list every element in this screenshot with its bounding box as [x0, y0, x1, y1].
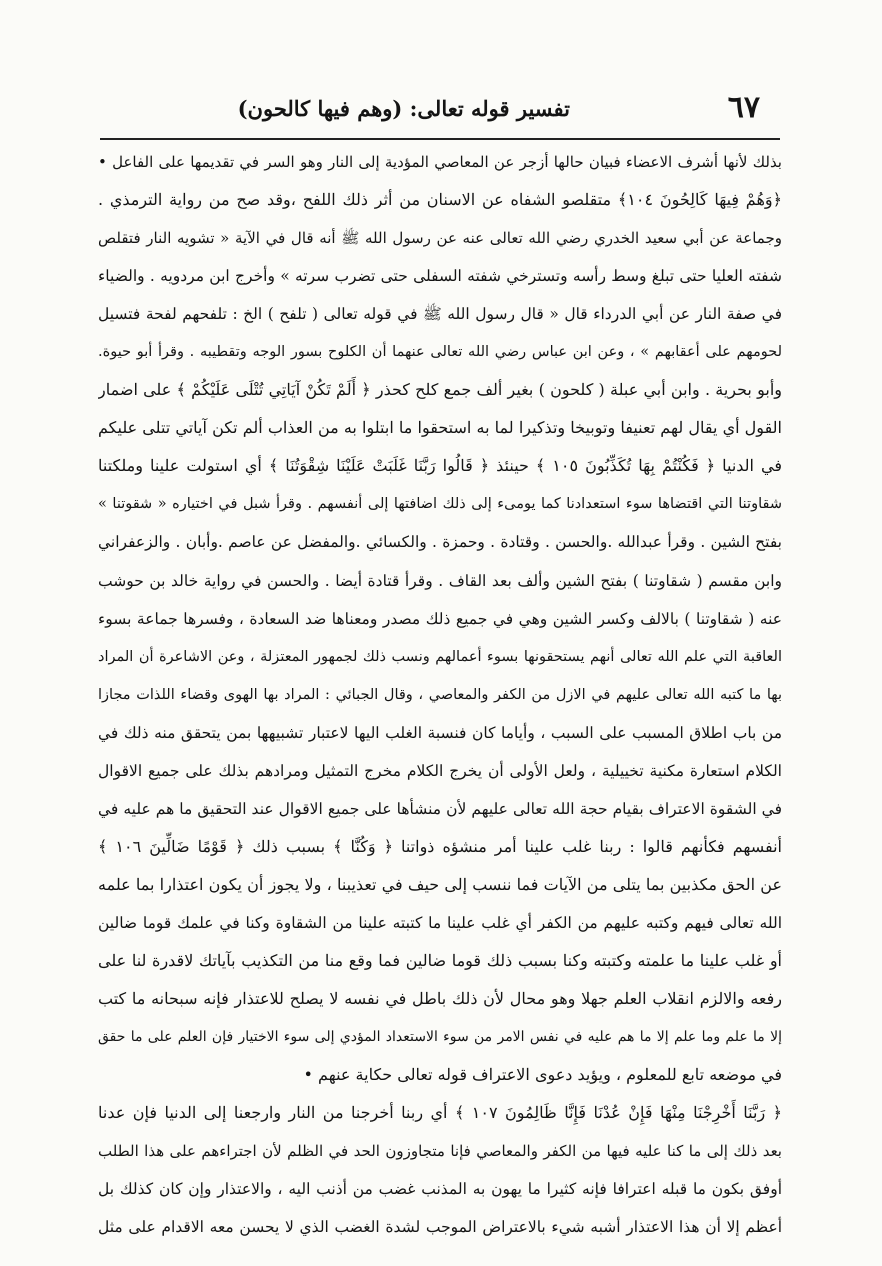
header-rule: [100, 138, 780, 140]
text-line: في الشقوة الاعتراف بقيام حجة الله تعالى عليهم لأن منشأها على جميع الاقوال عند التحقيق ما هم عليه في: [98, 799, 782, 818]
text-line: أوفق بكون ما قبله اعترافا فإنه كثيرا ما يهون به المذنب غضب من أذنب اليه ، والاعتذار وإن كان كذلك بل: [98, 1180, 782, 1199]
text-line: أو غلب علينا ما علمته وكتبته وكنا بسبب ذلك قوما ضالين فما وقع منا من التكذيب بآياتك لاقدرة لنا على: [98, 950, 782, 970]
page-header: [100, 88, 760, 132]
text-line: بذلك لأنها أشرف الاعضاء فبيان حالها أزجر عن المعاصي المؤدية إلى النار وهو السر في تقديمها على الفاعل •: [98, 153, 782, 171]
text-line: في صفة النار عن أبي الدرداء قال « قال رسول الله ﷺ في قوله تعالى ( تلفح ) الخ : تلفحهم لفحة فتسيل: [98, 305, 782, 324]
text-line: وابن مقسم ( شقاوتنا ) بفتح الشين وألف بعد القاف . وقرأ قتادة أيضا . والحسن في رواية خالد بن حوشب: [98, 571, 782, 590]
text-line: ﴿وَهُمْ فِيهَا كَالِحُونَ ١٠٤﴾ متقلصو الشفاه عن الاسنان من أثر ذلك اللفح ،وقد صح من رواية الترمذي .: [98, 190, 782, 210]
text-line: في موضعه تابع للمعلوم ، ويؤيد دعوى الاعتراف قوله تعالى حكاية عنهم •: [303, 1065, 782, 1085]
text-line: عنه ( شقاوتنا ) بالالف وكسر الشين وهي في جميع ذلك مصدر ومعناها ضد السعادة ، وفسرها جماعة بسوء: [98, 609, 782, 628]
text-line: بعد ذلك إلى ما كنا عليه فيها من الكفر والمعاصي فإنا متجاوزون الحد في الظلم لأن اجتراءهم على هذا الطلب: [98, 1142, 782, 1161]
text-line: القول أي يقال لهم تعنيفا وتوبيخا وتذكيرا لما به استحقوا ما ابتلوا به من العذاب ألم تكن آياتي تتلى عليكم: [98, 418, 782, 438]
running-title: تفسير قوله تعالى: (وهم فيها كالحون): [237, 96, 570, 121]
text-line: الكلام استعارة مكنية تخييلية ، ولعل الأولى أن يخرج الكلام مخرج التمثيل ومرادهم بذلك على جميع الاقوال: [98, 761, 782, 780]
text-line: رفعه والالزم انقلاب العلم جهلا وهو محال لأن ذلك باطل في نفسه لا يصلح للاعتذار فإنه سبحانه ما كتب: [98, 989, 782, 1009]
text-line: من باب اطلاق المسبب على السبب ، وأياما كان فنسبة الغلب اليها لاعتبار تشبيهها بمن يتحقق منه ذلك في: [98, 723, 782, 742]
text-line: الله تعالى فيهم وكتبه عليهم من الكفر أي غلب علينا ما كتبته علينا من الشقاوة وكنا في علمك قوما ضالين: [98, 913, 782, 932]
text-line: وأبو بحرية . وابن أبي عبلة ( كلحون ) بغير ألف جمع كلح كحذر ﴿ أَلَمْ تَكُنْ آيَاتِي تُتْلَى عَلَيْكُمْ ﴾ على اضمار: [98, 380, 782, 400]
text-line: العاقبة التي علم الله تعالى أنهم يستحقونها بسوء أعمالهم ونسب ذلك لجمهور المعتزلة ، وعن الاشاعرة أن المراد: [98, 648, 782, 665]
text-line: لحومهم على أعقابهم » ، وعن ابن عباس رضي الله تعالى عنهما أن الكلوح بسور الوجه وتقطيبه . وقرأ أبو حيوة.: [98, 344, 782, 361]
text-line: أعظم إلا أن هذا الاعتذار أشبه شيء بالاعتراض الموجب لشدة الغضب الذي لا يحسن معه الاقدام على مثل: [98, 1218, 782, 1237]
text-line: في الدنيا ﴿ فَكُنْتُمْ بِهَا تُكَذِّبُونَ ١٠٥ ﴾ حينئذ ﴿ قَالُوا رَبَّنَا غَلَبَتْ عَلَيْنَا شِقْوَتُنَا ﴾ أي استولت علينا وملكتنا: [98, 456, 782, 476]
text-line: أنفسهم فكأنهم قالوا : ربنا غلب علينا أمر منشؤه ذواتنا ﴿ وَكُنَّا ﴾ بسبب ذلك ﴿ قَوْمًا ضَالِّينَ ١٠٦ ﴾: [98, 836, 782, 856]
text-line: بفتح الشين . وقرأ عبدالله .والحسن . وقتادة . وحمزة . والكسائي .والمفضل عن عاصم .وأبان . والزعفراني: [98, 533, 782, 552]
text-line: شفته العليا حتى تبلغ وسط رأسه وتسترخي شفته السفلى حتى تضرب سرته » وأخرج ابن مردويه . والضياء: [98, 267, 782, 286]
text-line: عن الحق مكذبين بما يتلى من الآيات فما ننسب إلى حيف في تعذيبنا ، ولا يجوز أن يكون اعتذارا بما علمه: [98, 874, 782, 894]
text-line: شقاوتنا التي اقتضاها سوء استعدادنا كما يومىء إلى ذلك اضافتها إلى أنفسهم . وقرأ شبل في اختياره « شقوتنا »: [98, 496, 782, 513]
text-line: ﴿ رَبَّنَا أَخْرِجْنَا مِنْهَا فَإِنْ عُدْنَا فَإِنَّا ظَالِمُونَ ١٠٧ ﴾ أي ربنا أخرجنا من النار وارجعنا إلى الدنيا فإن عدنا: [98, 1103, 782, 1123]
text-line: وجماعة عن أبي سعيد الخدري رضي الله تعالى عنه عن رسول الله ﷺ أنه قال في الآية « تشويه النار فتقلص: [98, 229, 782, 248]
body-text: [98, 143, 782, 1246]
page-number: ٦٧: [727, 90, 760, 125]
text-line: بها ما كتبه الله تعالى عليهم في الازل من الكفر والمعاصي ، وقال الجبائي : المراد بها الهوى وقضاء اللذات مجازا: [98, 686, 782, 703]
text-line: إلا ما علم وما علم إلا ما هم عليه في نفس الامر من سوء الاستعداد المؤدي إلى سوء الاختيار فإن العلم على ما حقق: [98, 1029, 782, 1046]
